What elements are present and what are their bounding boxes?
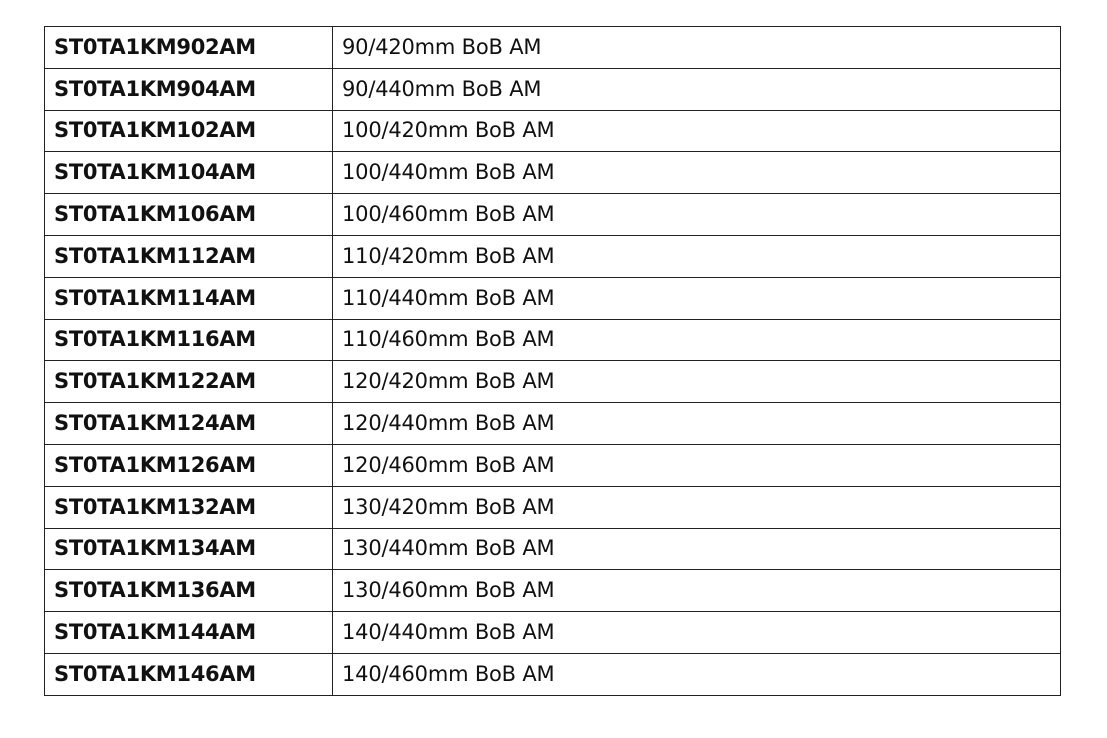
table-row [45,319,1061,361]
product-description-cell: 100/440mm BoB AM [333,152,1061,194]
product-code-cell: ST0TA1KM114AM [45,277,333,319]
product-code-cell: ST0TA1KM132AM [45,486,333,528]
product-description-cell: 90/420mm BoB AM [333,27,1061,69]
product-code-cell: ST0TA1KM104AM [45,152,333,194]
product-code-cell: ST0TA1KM126AM [45,444,333,486]
product-table-body [45,27,1061,696]
product-code-cell: ST0TA1KM902AM [45,27,333,69]
product-description-cell: 120/420mm BoB AM [333,361,1061,403]
product-description-cell: 140/440mm BoB AM [333,612,1061,654]
table-row [45,528,1061,570]
product-description-cell: 100/460mm BoB AM [333,194,1061,236]
table-row [45,612,1061,654]
product-description-cell: 130/440mm BoB AM [333,528,1061,570]
table-row [45,653,1061,695]
table-row [45,486,1061,528]
product-description-cell: 110/440mm BoB AM [333,277,1061,319]
product-code-cell: ST0TA1KM102AM [45,110,333,152]
table-row [45,403,1061,445]
product-code-cell: ST0TA1KM146AM [45,653,333,695]
table-row [45,277,1061,319]
table-row [45,110,1061,152]
product-code-cell: ST0TA1KM904AM [45,68,333,110]
product-description-cell: 110/420mm BoB AM [333,235,1061,277]
product-code-cell: ST0TA1KM116AM [45,319,333,361]
product-description-cell: 140/460mm BoB AM [333,653,1061,695]
product-description-cell: 120/440mm BoB AM [333,403,1061,445]
product-table [44,26,1061,696]
product-description-cell: 130/420mm BoB AM [333,486,1061,528]
table-row [45,235,1061,277]
table-row [45,194,1061,236]
product-code-cell: ST0TA1KM124AM [45,403,333,445]
product-code-cell: ST0TA1KM106AM [45,194,333,236]
product-code-cell: ST0TA1KM144AM [45,612,333,654]
product-description-cell: 120/460mm BoB AM [333,444,1061,486]
product-description-cell: 110/460mm BoB AM [333,319,1061,361]
table-row [45,152,1061,194]
product-code-cell: ST0TA1KM122AM [45,361,333,403]
table-row [45,570,1061,612]
product-code-cell: ST0TA1KM112AM [45,235,333,277]
table-row [45,444,1061,486]
table-row [45,68,1061,110]
product-code-cell: ST0TA1KM134AM [45,528,333,570]
product-description-cell: 100/420mm BoB AM [333,110,1061,152]
product-description-cell: 90/440mm BoB AM [333,68,1061,110]
product-code-cell: ST0TA1KM136AM [45,570,333,612]
table-row [45,361,1061,403]
product-description-cell: 130/460mm BoB AM [333,570,1061,612]
table-row [45,27,1061,69]
